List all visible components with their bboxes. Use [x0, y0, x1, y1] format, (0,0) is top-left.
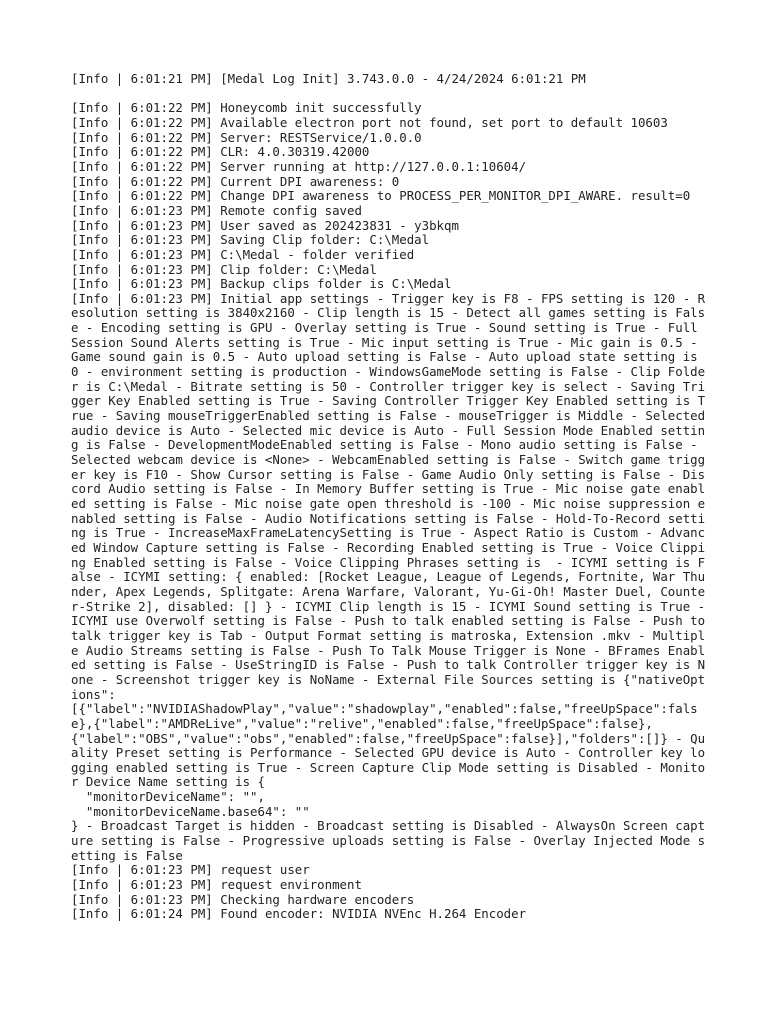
log-line: [Info | 6:01:23 PM] request user [71, 862, 310, 878]
log-line: [Info | 6:01:22 PM] CLR: 4.0.30319.42000 [71, 144, 370, 160]
log-line: [Info | 6:01:22 PM] Change DPI awareness to PROCESS_PER_MONITOR_DPI_AWARE. result=0 [71, 188, 691, 204]
log-line: [Info | 6:01:23 PM] request environment [71, 877, 362, 893]
log-line: [Info | 6:01:23 PM] Clip folder: C:\Medal [71, 261, 377, 277]
log-line: [Info | 6:01:23 PM] User saved as 202423831 - y3bkqm [71, 217, 459, 233]
log-line: [Info | 6:01:22 PM] Server running at http://127.0.0.1:10604/ [71, 158, 527, 174]
log-line: [Info | 6:01:22 PM] Honeycomb init successfully [71, 100, 422, 116]
log-line: [Info | 6:01:23 PM] C:\Medal - folder verified [71, 246, 415, 262]
log-line: [Info | 6:01:22 PM] Available electron port not found, set port to default 10603 [71, 114, 668, 130]
log-line: [Info | 6:01:23 PM] Checking hardware encoders [71, 891, 415, 907]
log-document [71, 72, 711, 922]
log-header-line: [Info | 6:01:21 PM] [Medal Log Init] 3.743.0.0 - 4/24/2024 6:01:21 PM [71, 71, 586, 86]
log-line: [Info | 6:01:22 PM] Server: RESTService/1.0.0.0 [71, 129, 422, 145]
log-line: [Info | 6:01:22 PM] Current DPI awareness: 0 [71, 173, 400, 189]
log-line: [Info | 6:01:23 PM] Backup clips folder is C:\Medal [71, 276, 452, 292]
log-line: [Info | 6:01:24 PM] Found encoder: NVIDIA NVEnc H.264 Encoder [71, 906, 527, 922]
log-settings-line: [Info | 6:01:23 PM] Initial app settings - Trigger key is F8 - FPS setting is 120 - Resolution setting is 3840x2160 - Clip length is 15 - Detect all games setting is False - Encoding setting is GPU - Overlay setting is True - Sound setting is True - Full Session Sound Alerts setting is True - Mic input setting is True - Mic gain is 0.5 - Game sound gain is 0.5 - Auto upload setting is False - Auto upload state setting is 0 - environment setting is production - WindowsGameMode setting is False - Clip Folder is C:\Medal - Bitrate setting is 50 - Controller trigger key is select - Saving Trigger Key Enabled setting is True - Saving Controller Trigger Key Enabled setting is True - Saving mouseTriggerEnabled setting is False - mouseTrigger is Middle - Selected audio device is Auto - Selected mic device is Auto - Full Session Mode Enabled setting is False - DevelopmentModeEnabled setting is False - Mono audio setting is False - Selected webcam device is <None> - WebcamEnabled setting is False - Switch game trigger key is F10 - Show Cursor setting is False - Game Audio Only setting is False - Discord Audio setting is False - In Memory Buffer setting is True - Mic noise gate enabled setting is False - Mic noise gate open threshold is -100 - Mic noise suppression enabled setting is False - Audio Notifications setting is False - Hold-To-Record setting is True - IncreaseMaxFrameLatencySetting is True - Aspect Ratio is Custom - Advanced Window Capture setting is False - Recording Enabled setting is True - Voice Clipping Enabled setting is False - Voice Clipping Phrases setting is - ICYMI setting is False - ICYMI setting: { enabled: [Rocket League, League of Legends, Fortnite, War Thunder, Apex Legends, Splitgate: Arena Warfare, Valorant, Yu-Gi-Oh! Master Duel, Counter-Strike 2], disabled: [] } - ICYMI Clip length is 15 - ICYMI Sound setting is True - ICYMI use Overwolf setting is False - Push to talk enabled setting is False - Push to talk trigger key is Tab - Output Format setting is matroska, Extension .mkv - Multiple Audio Streams setting is False - Push To Talk Mouse Trigger is None - BFrames Enabled setting is False - UseStringID is False - Push to talk Controller trigger key is None - Screenshot trigger key is NoName - External File Sources setting is {"nativeOptions": [{"label":"NVIDIAShadowPlay","value":"shadowplay","enabled":false,"freeUpSpace":false},{"label":"AMDReLive","value":"relive","enabled":false,"freeUpSpace":false}, {"label":"OBS","value":"obs","enabled":false,"freeUpSpace":false}],"folders":[]} - Quality Preset setting is Performance - Selected GPU device is Auto - Controller key logging enabled setting is True - Screen Capture Clip Mode setting is Disabled - Monitor Device Name setting is { "monitorDeviceName": "", "monitorDeviceName.base64": "" } - Broadcast Target is hidden - Broadcast setting is Disabled - AlwaysOn Screen capture setting is False - Progressive uploads setting is False - Overlay Injected Mode setting is False [71, 290, 706, 863]
log-line: [Info | 6:01:23 PM] Remote config saved [71, 202, 362, 218]
log-line: [Info | 6:01:23 PM] Saving Clip folder: C:\Medal [71, 232, 430, 248]
blank-line [71, 87, 711, 102]
